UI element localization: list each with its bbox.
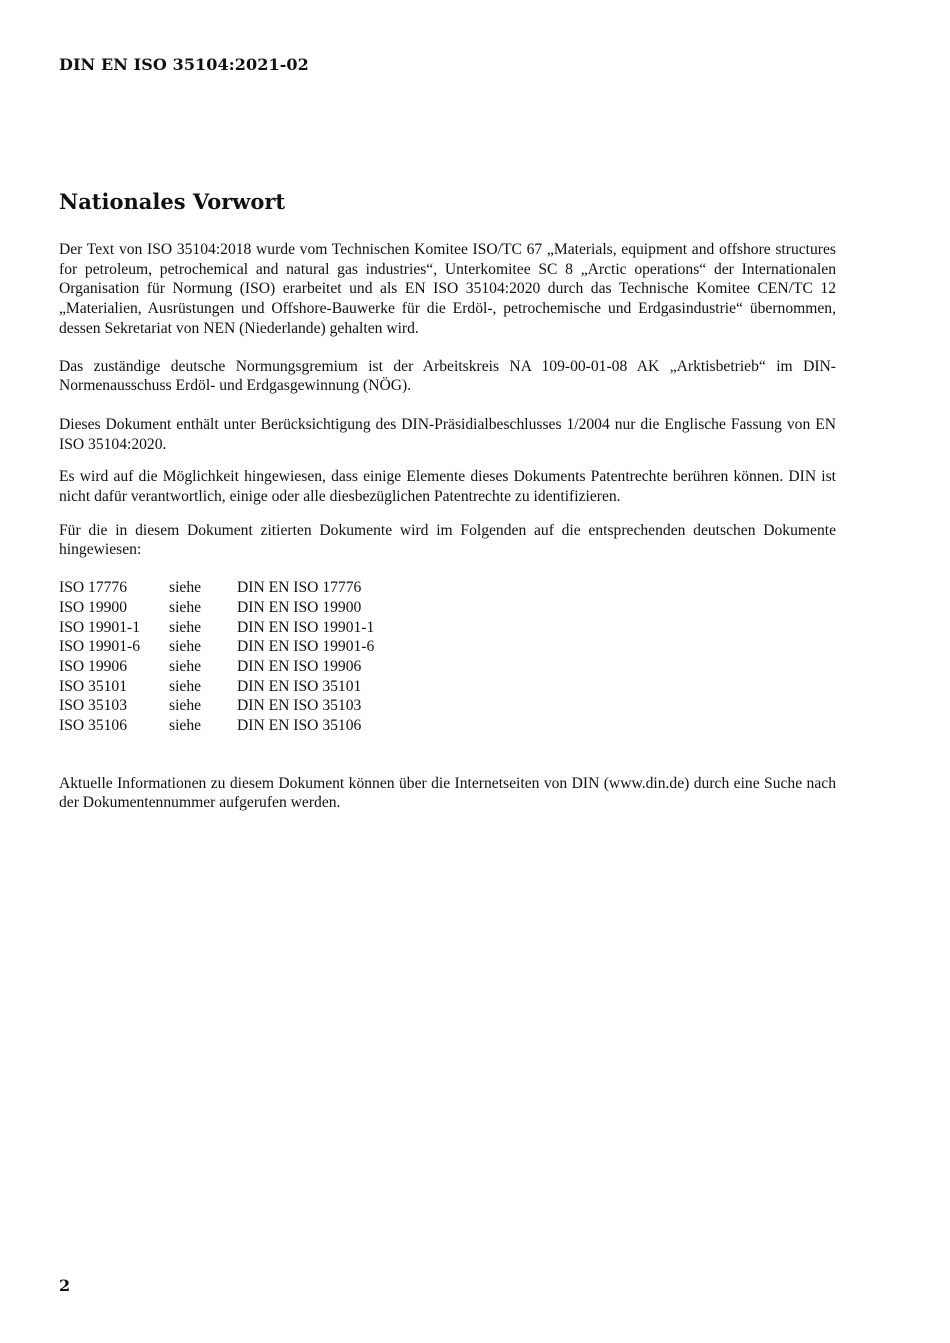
paragraph-references-intro: Für die in diesem Dokument zitierten Dokumente wird im Folgenden auf die entsprechenden deutschen Dokumente hingewiesen:	[59, 521, 836, 559]
reference-din: DIN EN ISO 35101	[237, 677, 362, 695]
reference-sep: siehe	[169, 598, 202, 616]
reference-din: DIN EN ISO 19900	[237, 598, 362, 616]
reference-row	[59, 696, 374, 716]
reference-iso: ISO 35106	[59, 717, 128, 735]
paragraph-patent-notice: Es wird auf die Möglichkeit hingewiesen, dass einige Elemente dieses Dokuments Patentrechte berühren können. DIN ist nicht dafür verantwortlich, einige oder alle diesbezüglichen Patentrechte zu identifizieren.	[59, 468, 836, 506]
reference-iso: ISO 19901-6	[59, 638, 140, 656]
reference-sep: siehe	[169, 717, 202, 735]
reference-din: DIN EN ISO 19901-1	[237, 618, 375, 636]
reference-iso: ISO 19906	[59, 657, 128, 675]
reference-din: DIN EN ISO 35106	[237, 717, 362, 735]
page-number: 2	[59, 1276, 71, 1295]
document-header-id: DIN EN ISO 35104:2021-02	[59, 55, 309, 74]
reference-table	[59, 578, 374, 736]
paragraph-committee: Das zuständige deutsche Normungsgremium ist der Arbeitskreis NA 109-00-01-08 AK „Arktisbetrieb“ im DIN-Normenausschuss Erdöl- und Erdgasgewinnung (NÖG).	[59, 357, 836, 395]
reference-sep: siehe	[169, 579, 202, 597]
reference-sep: siehe	[169, 697, 202, 715]
reference-row	[59, 716, 374, 736]
reference-din: DIN EN ISO 35103	[237, 697, 362, 715]
reference-row	[59, 637, 374, 657]
reference-row	[59, 677, 374, 697]
reference-iso: ISO 19901-1	[59, 618, 140, 636]
reference-sep: siehe	[169, 657, 202, 675]
reference-iso: ISO 35101	[59, 677, 128, 695]
reference-row	[59, 618, 374, 638]
paragraph-online-info: Aktuelle Informationen zu diesem Dokument können über die Internetseiten von DIN (www.din.de) durch eine Suche nach der Dokumentennummer aufgerufen werden.	[59, 774, 836, 812]
reference-sep: siehe	[169, 638, 202, 656]
reference-din: DIN EN ISO 19906	[237, 657, 362, 675]
reference-row	[59, 657, 374, 677]
reference-iso: ISO 35103	[59, 697, 128, 715]
document-body	[59, 240, 836, 813]
reference-din: DIN EN ISO 17776	[237, 579, 362, 597]
reference-row	[59, 578, 374, 598]
reference-iso: ISO 17776	[59, 579, 128, 597]
reference-sep: siehe	[169, 677, 202, 695]
reference-row	[59, 598, 374, 618]
paragraph-language-version: Dieses Dokument enthält unter Berücksichtigung des DIN-Präsidialbeschlusses 1/2004 nur die Englische Fassung von EN ISO 35104:2020.	[59, 415, 836, 453]
reference-sep: siehe	[169, 618, 202, 636]
paragraph-iso-origin: Der Text von ISO 35104:2018 wurde vom Technischen Komitee ISO/TC 67 „Materials, equipment and offshore structures for petroleum, petrochemical and natural gas industries“, Unterkomitee SC 8 „Arctic operations“ der Internationalen Organisation für Normung (ISO) erarbeitet und als EN ISO 35104:2020 durch das Technische Komitee CEN/TC 12 „Materialien, Ausrüstungen und Offshore-Bauwerke für die Erdöl-, petrochemische und Erdgasindustrie“ übernommen, dessen Sekretariat von NEN (Niederlande) gehalten wird.	[59, 241, 836, 337]
reference-din: DIN EN ISO 19901-6	[237, 638, 375, 656]
reference-iso: ISO 19900	[59, 598, 128, 616]
page-title: Nationales Vorwort	[59, 189, 286, 214]
